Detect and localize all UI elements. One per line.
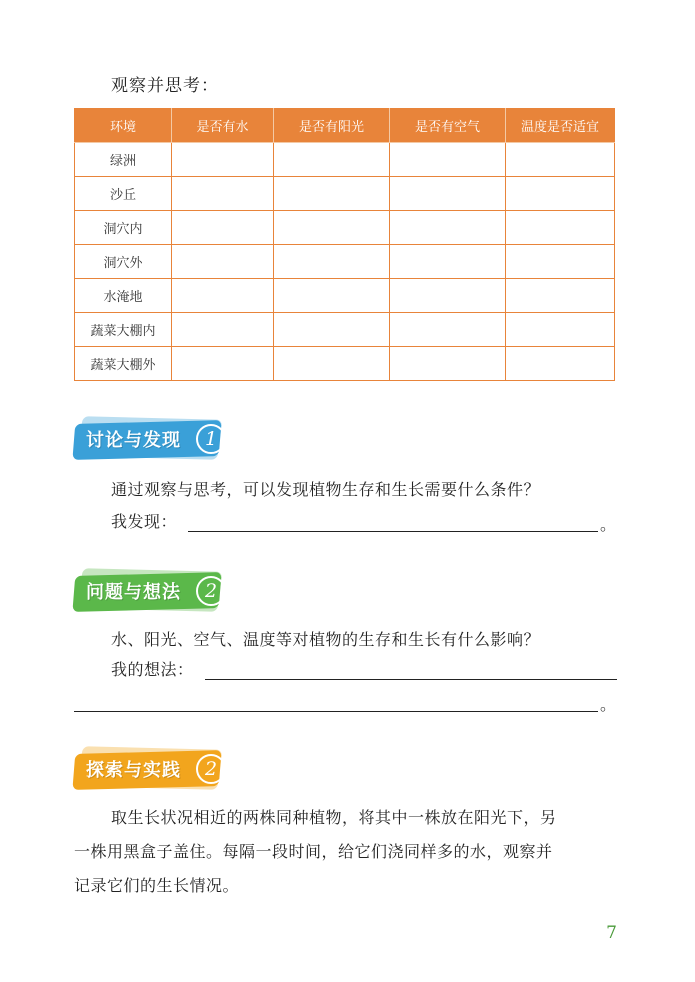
- answer-line[interactable]: [74, 711, 598, 712]
- header-cell: 温度是否适宜: [506, 109, 615, 143]
- explore-line-1: 取生长状况相近的两株同种植物，将其中一株放在阳光下，另: [111, 808, 557, 827]
- discussion-badge: [74, 418, 230, 462]
- table-row: [75, 211, 615, 245]
- empty-cell[interactable]: [274, 279, 390, 313]
- table-header-row: [75, 109, 615, 143]
- row-label: 洞穴外: [75, 245, 172, 279]
- empty-cell[interactable]: [274, 313, 390, 347]
- row-label: 绿洲: [75, 143, 172, 177]
- empty-cell[interactable]: [274, 347, 390, 381]
- intro-text: 观察并思考：: [111, 76, 219, 96]
- empty-cell[interactable]: [172, 279, 274, 313]
- table-row: [75, 177, 615, 211]
- empty-cell[interactable]: [506, 245, 615, 279]
- table-row: [75, 347, 615, 381]
- empty-cell[interactable]: [172, 313, 274, 347]
- explore-badge: [74, 748, 230, 792]
- empty-cell[interactable]: [274, 211, 390, 245]
- question-text: 水、阳光、空气、温度等对植物的生存和生长有什么影响？: [111, 630, 541, 649]
- badge-title: 探索与实践: [86, 760, 181, 781]
- empty-cell[interactable]: [274, 177, 390, 211]
- discussion-question: 通过观察与思考，可以发现植物生存和生长需要什么条件？: [111, 480, 541, 499]
- discussion-prompt: 我发现：: [111, 512, 178, 531]
- number-circle-icon: 2: [196, 754, 226, 784]
- badge-title: 问题与想法: [86, 582, 181, 603]
- idea-prompt: 我的想法：: [111, 660, 194, 679]
- empty-cell[interactable]: [390, 245, 506, 279]
- empty-cell[interactable]: [172, 347, 274, 381]
- row-label: 水淹地: [75, 279, 172, 313]
- empty-cell[interactable]: [506, 143, 615, 177]
- table-row: [75, 143, 615, 177]
- header-cell: 环境: [75, 109, 172, 143]
- empty-cell[interactable]: [390, 177, 506, 211]
- row-label: 蔬菜大棚外: [75, 347, 172, 381]
- question-badge: [74, 570, 230, 614]
- empty-cell[interactable]: [390, 211, 506, 245]
- header-cell: 是否有水: [172, 109, 274, 143]
- explore-line-3: 记录它们的生长情况。: [74, 876, 240, 895]
- badge-title: 讨论与发现: [86, 430, 181, 451]
- table-row: [75, 245, 615, 279]
- empty-cell[interactable]: [506, 211, 615, 245]
- row-label: 洞穴内: [75, 211, 172, 245]
- empty-cell[interactable]: [172, 177, 274, 211]
- number-circle-icon: 2: [196, 576, 226, 606]
- empty-cell[interactable]: [390, 347, 506, 381]
- header-cell: 是否有空气: [390, 109, 506, 143]
- number-circle-icon: 1: [196, 424, 226, 454]
- explore-line-2: 一株用黑盒子盖住。每隔一段时间，给它们浇同样多的水，观察并: [74, 842, 553, 861]
- empty-cell[interactable]: [274, 245, 390, 279]
- row-label: 蔬菜大棚内: [75, 313, 172, 347]
- answer-line[interactable]: [205, 679, 617, 680]
- empty-cell[interactable]: [506, 347, 615, 381]
- page-number: 7: [606, 923, 617, 943]
- empty-cell[interactable]: [172, 211, 274, 245]
- empty-cell[interactable]: [172, 143, 274, 177]
- empty-cell[interactable]: [274, 143, 390, 177]
- empty-cell[interactable]: [506, 177, 615, 211]
- observation-table: [74, 108, 615, 381]
- period-mark: 。: [600, 695, 617, 714]
- table-row: [75, 313, 615, 347]
- table-row: [75, 279, 615, 313]
- empty-cell[interactable]: [390, 313, 506, 347]
- header-cell: 是否有阳光: [274, 109, 390, 143]
- empty-cell[interactable]: [390, 143, 506, 177]
- row-label: 沙丘: [75, 177, 172, 211]
- answer-line[interactable]: [188, 531, 598, 532]
- empty-cell[interactable]: [390, 279, 506, 313]
- period-mark: 。: [600, 515, 617, 534]
- empty-cell[interactable]: [172, 245, 274, 279]
- empty-cell[interactable]: [506, 313, 615, 347]
- empty-cell[interactable]: [506, 279, 615, 313]
